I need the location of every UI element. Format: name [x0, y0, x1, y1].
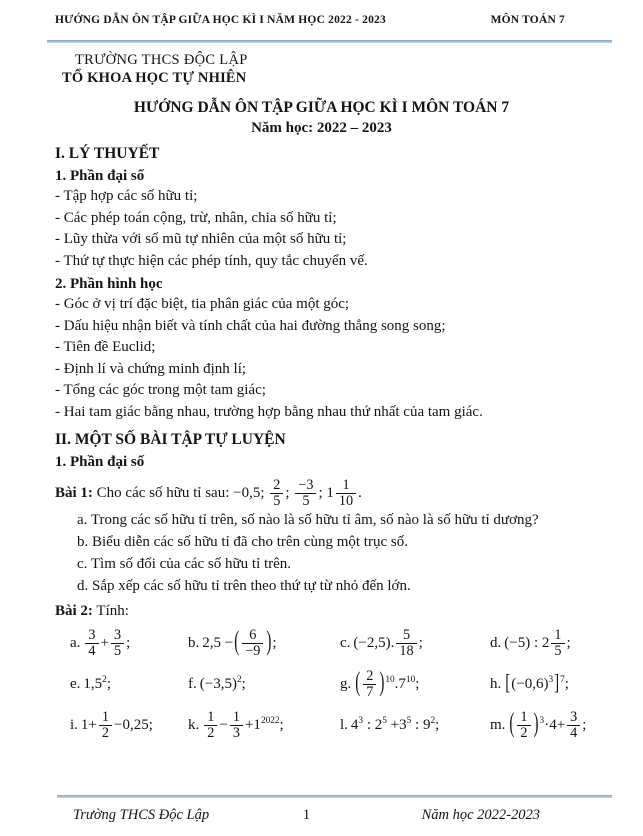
exercise-expression	[188, 628, 340, 659]
theory-geometry-list	[55, 294, 603, 423]
exercise-option: d. Sắp xếp các số hữu tỉ trên theo thứ tự từ nhỏ đến lớn.	[77, 577, 411, 594]
exercise-expression	[70, 628, 188, 659]
exercise-1-label: Bài 1:	[55, 484, 93, 501]
fraction: $\frac{3}{5}$	[111, 628, 124, 659]
theory-item: - Các phép toán cộng, trừ, nhân, chia số hữu tỉ;	[55, 209, 337, 226]
department-name: TỔ KHOA HỌC TỰ NHIÊN	[62, 70, 247, 86]
expression-math: $4^3$ : $2^5 +3^5$ : $9^2$;	[350, 715, 440, 733]
expression-label: b.	[188, 634, 200, 651]
expression-label: m.	[490, 716, 506, 733]
exercise-expression	[70, 676, 188, 693]
theory-item: - Dấu hiệu nhận biết và tính chất của hai đường thẳng song song;	[55, 317, 446, 334]
exercise-1-options	[55, 509, 603, 597]
exercise-expression	[490, 628, 603, 659]
theory-item: - Hai tam giác bằng nhau, trường hợp bằng nhau thứ nhất của tam giác.	[55, 403, 483, 420]
exercise-expression	[490, 671, 603, 696]
section-exercises-heading: II. MỘT SỐ BÀI TẬP TỰ LUYỆN	[55, 431, 286, 448]
footer-school: Trường THCS Độc Lập	[73, 807, 210, 823]
school-name: TRƯỜNG THCS ĐỘC LẬP	[75, 52, 248, 68]
exercise-2-label: Bài 2:	[55, 602, 93, 619]
fraction: $\frac{1}{2}$	[99, 710, 112, 741]
theory-algebra-heading: 1. Phần đại số	[55, 168, 145, 184]
theory-item: - Góc ở vị trí đặc biệt, tia phân giác của một góc;	[55, 296, 350, 312]
theory-algebra-list	[55, 186, 603, 272]
expression-label: d.	[490, 634, 502, 651]
exercise-expression	[490, 710, 603, 741]
fraction: $\frac{3}{4}$	[567, 710, 580, 741]
running-header-right: MÔN TOÁN 7	[490, 14, 565, 26]
expression-label: g.	[340, 675, 352, 692]
expression-label: c.	[340, 634, 351, 651]
expression-math: 2,5 −( $\frac{6}{-9}$ );	[202, 626, 277, 659]
page-footer	[55, 807, 612, 824]
exercises-algebra-heading: 1. Phần đại số	[55, 454, 145, 470]
theory-item: - Tập hợp các số hữu tỉ;	[55, 188, 198, 204]
expression-label: i.	[70, 716, 78, 733]
exercise-option: b. Biểu diễn các số hữu tỉ đã cho trên cùng một trục số.	[77, 533, 408, 550]
theory-item: - Lũy thừa với số mũ tự nhiên của một số hữu tỉ;	[55, 231, 347, 247]
exercise-option: c. Tìm số đối của các số hữu tỉ trên.	[77, 555, 292, 572]
exercise-expression	[340, 628, 490, 659]
fraction: $\frac{1}{2}$	[517, 710, 530, 741]
expression-label: k.	[188, 716, 200, 733]
exercise-1-intro: Cho các số hữu tỉ sau: −0,5; $\frac{2}{5}$ ; $\frac{-3}{5}$ ; 1 $\frac{1}{10}$ .	[92, 477, 362, 509]
school-year: Năm học: 2022 – 2023	[251, 120, 392, 136]
fraction: $\frac{2}{5}$	[270, 478, 283, 509]
fraction: $\frac{5}{18}$	[396, 628, 416, 659]
exercise-expression	[188, 710, 340, 741]
exercise-option: a. Trong các số hữu tỉ trên, số nào là số hữu tỉ âm, số nào là số hữu tỉ dương?	[77, 511, 539, 528]
exercise-2-intro: Tính:	[92, 602, 129, 619]
section-theory-heading: I. LÝ THUYẾT	[55, 145, 160, 162]
exercise-expression	[70, 710, 188, 741]
fraction: $\frac{1}{2}$	[204, 710, 217, 741]
expression-math: $\frac{1}{2}$ − $\frac{1}{3}$ $+1^{2022}$;	[202, 717, 283, 733]
header-rule	[47, 40, 612, 43]
document-body	[55, 144, 603, 741]
expression-math: 1+ $\frac{1}{2}$ −0,25;	[80, 708, 153, 741]
document-title: HƯỚNG DẪN ÔN TẬP GIỮA HỌC KÌ I MÔN TOÁN 7	[133, 99, 510, 116]
theory-item: - Tiên đề Euclid;	[55, 339, 156, 355]
expression-math: (−5) : 2 $\frac{1}{5}$ ;	[504, 626, 571, 659]
fraction: $\frac{1}{3}$	[230, 710, 243, 741]
footer-year: Năm học 2022-2023	[421, 807, 540, 823]
page-number: 1	[302, 807, 311, 823]
exercise-2-grid	[70, 628, 603, 741]
fraction: $\frac{1}{10}$	[336, 478, 356, 509]
expression-label: l.	[340, 716, 348, 733]
running-header-left: HƯỚNG DẪN ÔN TẬP GIỮA HỌC KÌ I NĂM HỌC 2022 - 2023	[55, 14, 386, 26]
expression-label: f.	[188, 675, 197, 692]
fraction: $\frac{6}{-9}$	[242, 628, 263, 659]
theory-item: - Tổng các góc trong một tam giác;	[55, 382, 266, 398]
exercise-expression	[340, 669, 490, 700]
expression-label: a.	[70, 634, 81, 651]
running-header	[0, 0, 643, 26]
fraction: $\frac{-3}{5}$	[295, 478, 316, 509]
expression-math: (−2,5). $\frac{5}{18}$ ;	[353, 626, 423, 659]
fraction: $\frac{1}{5}$	[551, 628, 564, 659]
expression-label: e.	[70, 675, 81, 692]
footer-rule	[57, 795, 612, 798]
expression-math: ( $\frac{1}{2}$ )$^3$·4+ $\frac{3}{4}$ ;	[509, 708, 587, 741]
expression-math: ( $\frac{2}{7}$ )$^{10}.7^{10}$;	[355, 667, 420, 700]
fraction: $\frac{2}{7}$	[363, 669, 376, 700]
fraction: $\frac{3}{4}$	[85, 628, 98, 659]
expression-math: $\frac{3}{4}$ + $\frac{3}{5}$ ;	[83, 635, 130, 651]
expression-label: h.	[490, 675, 502, 692]
school-block	[62, 51, 643, 87]
exercise-expression	[340, 717, 490, 734]
theory-item: - Định lí và chứng minh định lí;	[55, 360, 247, 377]
exercise-2	[55, 603, 603, 620]
expression-math: $(-3,5)^2$;	[199, 674, 246, 692]
expression-math: $[(-0,6)^3]^7$;	[505, 671, 569, 696]
exercise-1	[55, 478, 603, 509]
exercise-expression	[188, 676, 340, 693]
theory-geometry-heading: 2. Phần hình học	[55, 276, 163, 292]
expression-math: $1,5^2$;	[83, 674, 111, 692]
theory-item: - Thứ tự thực hiện các phép tính, quy tắc chuyển vế.	[55, 252, 368, 269]
